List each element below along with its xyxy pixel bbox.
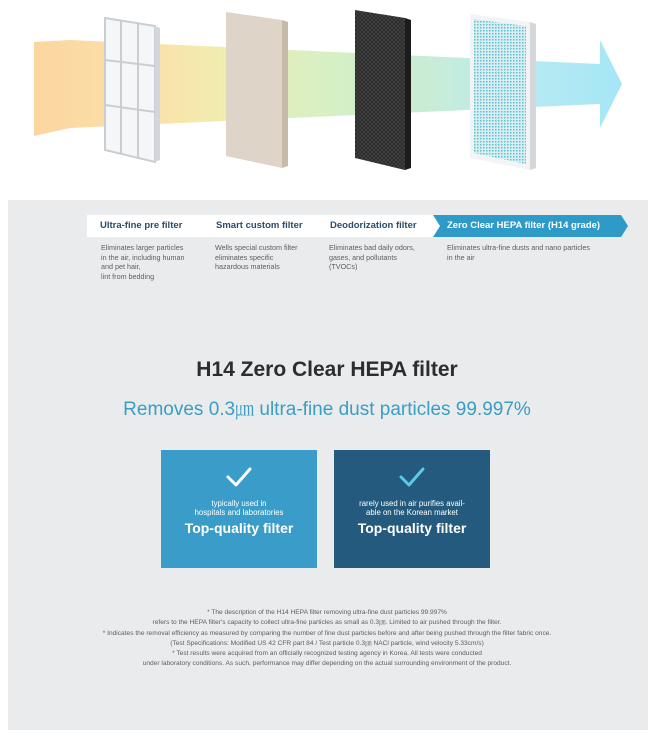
card-title: Top-quality filter — [357, 520, 467, 536]
footnote-line: (Test Specifications: Modified US 42 CFR part 84 / Test particle 0.3㎛ NACl particle, wind velocity 5.33cm/s) — [170, 639, 484, 647]
description-line: gases, and pollutants — [329, 252, 397, 262]
card-title: Top-quality filter — [184, 520, 294, 536]
filter-illustration — [0, 0, 654, 200]
stage-label: Zero Clear HEPA filter (H14 grade) — [447, 220, 601, 231]
stage-hepa-filter — [433, 215, 621, 237]
custom-filter-graphic — [226, 12, 288, 168]
stage-custom-filter — [202, 215, 316, 237]
description-line: hazardous materials — [215, 262, 280, 272]
caption-line: able on the Korean market — [366, 508, 458, 517]
chevron-right-icon — [621, 215, 628, 237]
footnote-line: * Test results were acquired from an officially recognized testing agency in Korea. All tests were conducted — [172, 650, 482, 658]
stage-label: Deodorization filter — [330, 220, 417, 231]
description-line: in the air, including human — [101, 252, 185, 262]
caption-line: hospitals and laboratories — [194, 508, 284, 517]
stage-description-hepa-filter — [447, 243, 590, 262]
card-caption — [161, 499, 317, 517]
chevron-right-icon — [316, 215, 323, 237]
checkmark-icon — [398, 466, 426, 488]
filter-stage-bar — [87, 215, 621, 237]
description-line: and pet hair, — [101, 262, 141, 272]
description-line: Eliminates larger particles — [101, 243, 184, 252]
stage-label: Ultra-fine pre filter — [100, 220, 183, 231]
page-title: H14 Zero Clear HEPA filter — [196, 358, 458, 381]
stage-deodorization-filter — [316, 215, 433, 237]
pre-filter-graphic — [105, 18, 160, 162]
stage-pre-filter — [87, 215, 202, 237]
feature-card-korean-market — [334, 450, 490, 568]
stage-label: Smart custom filter — [216, 220, 303, 231]
hepa-filter-graphic — [470, 14, 536, 170]
checkmark-icon — [225, 466, 253, 488]
filter-illustration-svg — [0, 0, 654, 200]
description-line: eliminates specific — [215, 252, 274, 262]
footnotes — [20, 608, 634, 670]
deodorization-filter-graphic — [355, 10, 411, 170]
stage-description-deodorization-filter — [329, 243, 415, 272]
description-line: lint from bedding — [101, 271, 155, 281]
chevron-right-icon — [202, 215, 209, 237]
description-line: Eliminates ultra-fine dusts and nano particles — [447, 243, 591, 252]
stage-description-custom-filter — [215, 243, 298, 272]
chevron-right-icon — [433, 215, 440, 237]
description-line: Eliminates bad daily odors, — [329, 243, 415, 252]
footnote-line: refers to the HEPA filter's capacity to collect ultra-fine particles as small as 0.3㎛. Limited to air pushed through the filter. — [152, 619, 502, 627]
page-subtitle: Removes 0.3㎛ ultra-fine dust particles 99.997% — [123, 399, 531, 420]
footnote-line: * The description of the H14 HEPA filter removing ultra-fine dust particles 99.997% — [207, 609, 447, 616]
feature-card-hospitals — [161, 450, 317, 568]
footnote-line: under laboratory conditions. As such, performance may differ depending on the actual surrounding environment of the product. — [142, 660, 512, 668]
description-line: (TVOCs) — [329, 262, 358, 272]
card-caption — [334, 499, 490, 517]
description-line: Wells special custom filter — [215, 243, 298, 252]
caption-line: typically used in — [211, 499, 267, 508]
caption-line: rarely used in air purifies avail- — [359, 499, 465, 508]
footnote-line: * Indicates the removal efficiency as measured by comparing the number of fine dust particles before and after being pushed through the filter fabric once. — [102, 629, 552, 637]
stage-description-pre-filter — [101, 243, 185, 281]
description-line: in the air — [447, 252, 475, 262]
